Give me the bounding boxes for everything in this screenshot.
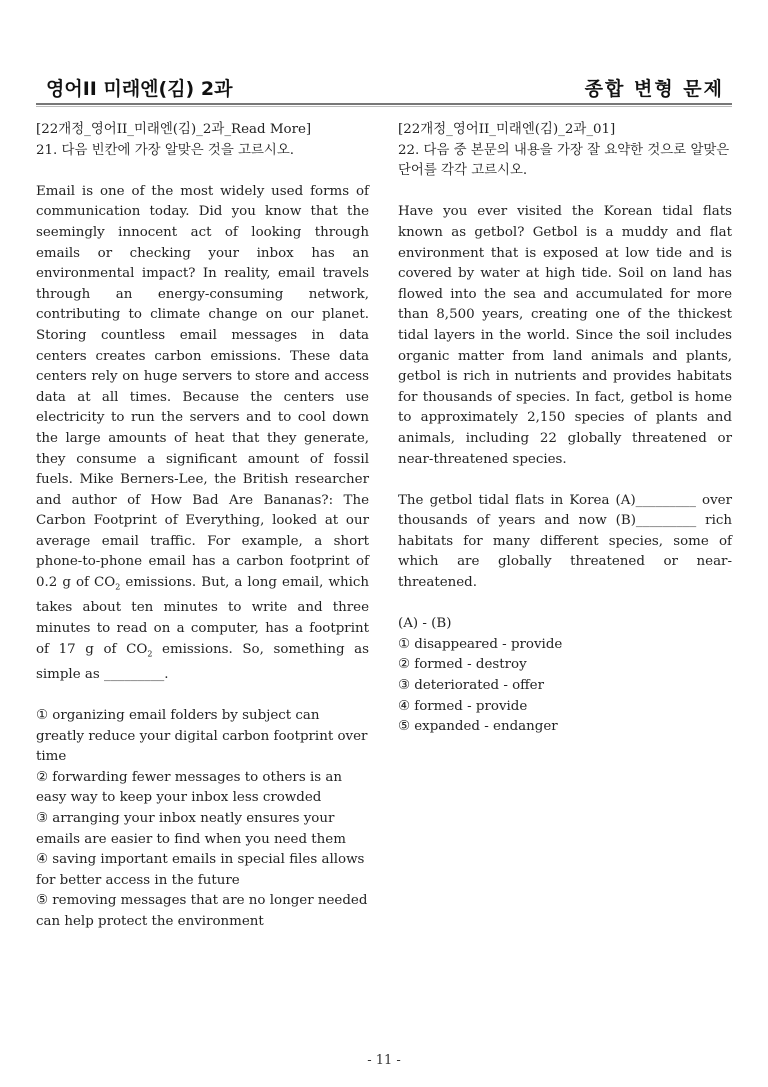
header-title-right: 종합 변형 문제: [584, 78, 724, 100]
q22-choice-1[interactable]: ① disappeared - provide: [398, 636, 563, 652]
q22-choice-4[interactable]: ④ formed - provide: [398, 698, 528, 714]
q21-choice-5[interactable]: ⑤ removing messages that are no longer needed can help protect the environment: [36, 893, 368, 929]
q21-choice-2[interactable]: ② forwarding fewer messages to others is an easy way to keep your inbox less crowded: [36, 769, 342, 806]
page-header: [36, 74, 732, 104]
q21-passage: [36, 182, 369, 686]
q22-answer-header: (A) - (B): [398, 616, 452, 632]
co2-subscript: 2: [147, 649, 153, 659]
q22-passage: Have you ever visited the Korean tidal flats known as getbol? Getbol is a muddy and flat environment that is exposed at low tide and is covered by water at high tide. Soil on land has flowed into the sea and accumulated for more than 8,500 years, creating one of the thickest tidal layers in the world. Since the soil includes organic matter from land animals and plants, getbol is rich in nutrients and provides habitats for thousands of species. In fact, getbol is home to approximately 2,150 species of plants and animals, including 22 globally threatened or near-threatened species.: [398, 204, 732, 467]
q21-choice-3[interactable]: ③ arranging your inbox neatly ensures your emails are easier to find when you need them: [36, 810, 346, 847]
q21-choice-4[interactable]: ④ saving important emails in special files allows for better access in the future: [36, 852, 365, 888]
q22-choice-5[interactable]: ⑤ expanded - endanger: [398, 719, 558, 735]
header-title-left: 영어II 미래엔(김) 2과: [46, 78, 233, 100]
q21-choice-1[interactable]: ① organizing email folders by subject can greatly reduce your digital carbon footprint over time: [36, 707, 368, 765]
q21-tag: [22개정_영어II_미래엔(김)_2과_Read More]: [36, 122, 312, 137]
question-22: [398, 120, 732, 738]
q22-tag: [22개정_영어II_미래엔(김)_2과_01]: [398, 122, 616, 137]
page-number: - 11 -: [367, 1053, 401, 1068]
question-21: [36, 120, 369, 933]
q22-choice-3[interactable]: ③ deteriorated - offer: [398, 678, 545, 694]
q22-summary: The getbol tidal flats in Korea (A)_________ over thousands of years and now (B)_________ rich habitats for many different species, some of which are globally threatened or near-threatened.: [398, 492, 732, 591]
q22-choice-2[interactable]: ② formed - destroy: [398, 657, 527, 673]
q21-passage-c: emissions. So, something as simple as _________.: [36, 641, 369, 682]
q21-question: 21. 다음 빈칸에 가장 알맞은 것을 고르시오.: [36, 142, 295, 158]
header-divider-thin: [36, 106, 732, 107]
co2-subscript: 2: [115, 582, 121, 592]
header-divider: [36, 103, 732, 105]
q21-passage-a: Email is one of the most widely used forms of communication today. Did you know that the seemingly innocent act of looking through emails or checking your inbox has an environmental impact? In reality, email travels through an energy-consuming network, contributing to climate change on our planet. Storing countless email messages in data centers creates carbon emissions. These data centers rely on huge servers to store and access data at all times. Because the centers use electricity to run the servers and to cool down the large amounts of heat that they generate, they consume a significant amount of fossil fuels. Mike Berners-Lee, the British researcher and author of How Bad Are Bananas?: The Carbon Footprint of Everything, looked at our average email traffic. For example, a short phone-to-phone email has a carbon footprint of 0.2 g of CO: [36, 183, 369, 591]
q22-question: 22. 다음 중 본문의 내용을 가장 잘 요약한 것으로 알맞은 단어를 각각 고르시오.: [398, 142, 730, 179]
q21-passage-b: emissions. But, a long email, which takes about ten minutes to write and three minutes to read on a computer, has a footprint of 17 g of CO: [36, 575, 369, 657]
